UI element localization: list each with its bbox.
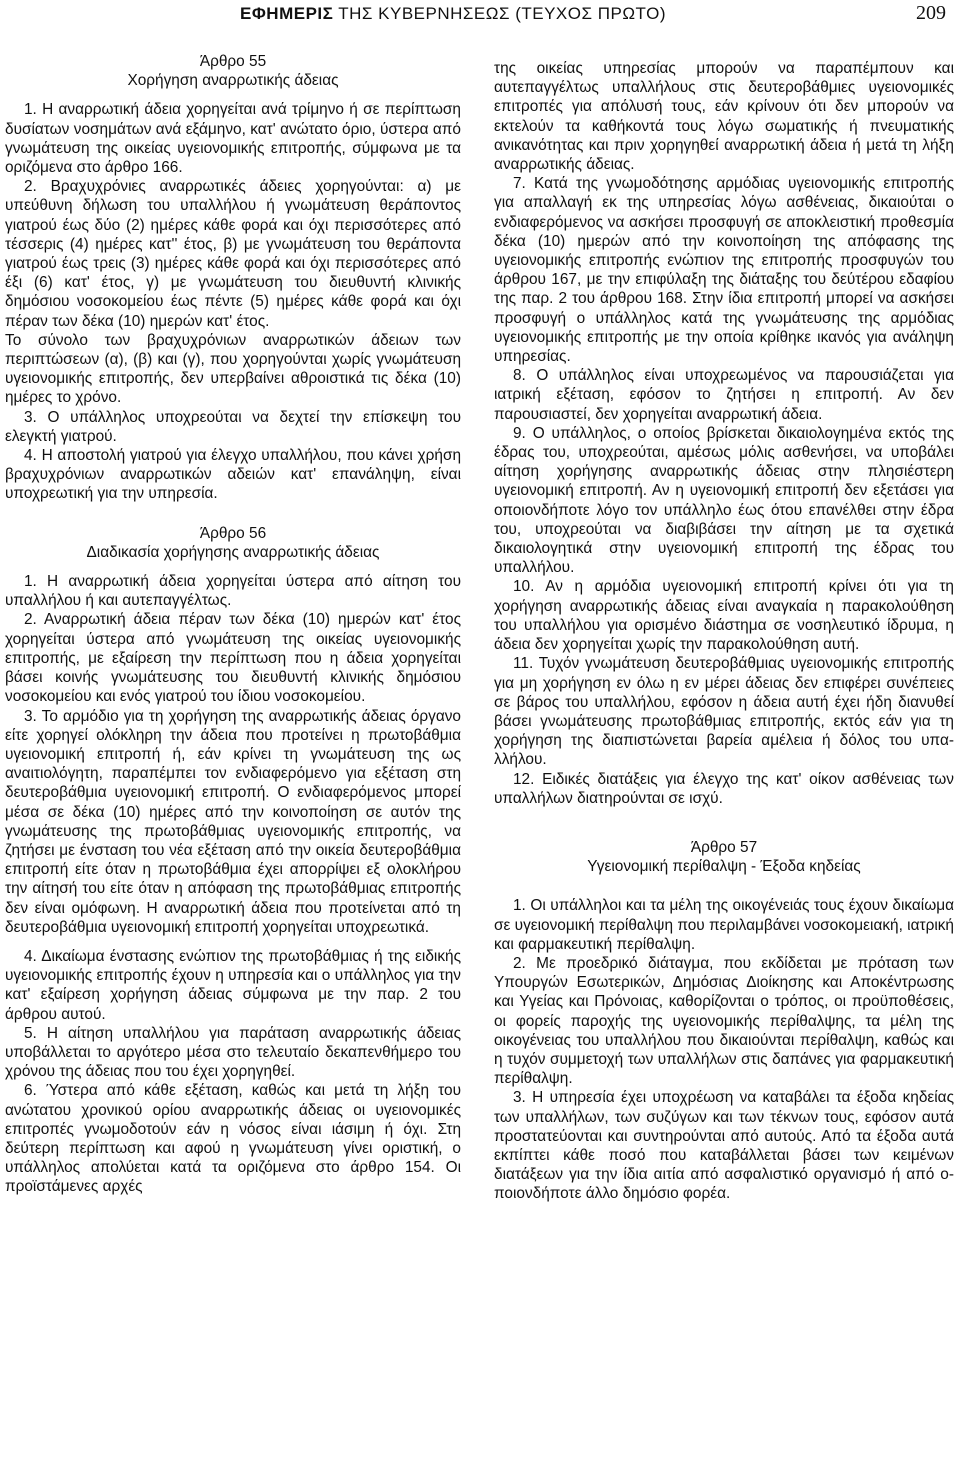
paragraph: 6. Ύστερα από κάθε εξέταση, καθώς και μετά τη λήξη του ανώτατου χρονικού ορίου αναρρωτικής άδειας οι υγειονομικές επιτροπές γνωμοδοτούν εάν η νόσος είναι ιάσιμη ή όχι. Στη δεύτερη περίπτωση και αφού η γνωμάτευση γίνει οριστική, ο υπάλληλος απολύεται κατά τα οριζόμενα στο άρθρο 154. Οι προϊστάμενες αρχές xyxy=(5,1082,461,1196)
paragraph: 12. Ειδικές διατάξεις για έλεγχο της κατ' οίκον ασθένειας των υπαλλήλων διατηρούνται σε ισχύ. xyxy=(494,770,954,807)
paragraph: 1. Η αναρρωτική άδεια χορηγείται ανά τρίμηνο ή σε περίπτωση δυσίατων νοσημάτων ανά εξάμηνο, κατ' ανώτατο όριο, ύστερα από γνωμάτευση της οικείας υγειονομικής επιτροπής, σύμφωνα με τα οριζόμενα στο άρθρο 166. xyxy=(5,101,461,177)
paragraph: 11. Τυχόν γνωμάτευση δευτεροβάθμιας υγειονομικής επιτροπής για μη χορήγηση εν όλω η εν μέρει άδειας δεν επιφέρει συνέπειες σε βάρος του υπαλλήλου, εφόσον η άδεια αυτή έχει ήδη διανυθεί βάσει γνωμάτευσης πρωτοβάθμιας επιτροπής, εκτός εάν για τη χορήγηση της διαπιστώνεται βαρεία αμέλεια ή δόλος του υπαλλήλου. xyxy=(494,655,954,769)
page-number: 209 xyxy=(916,2,946,24)
paragraph: 1. Η αναρρωτική άδεια χορηγείται ύστερα από αίτηση του υπαλλήλου ή και αυτεπαγγέλτως. xyxy=(5,573,461,610)
article-56-number: Άρθρο 56 xyxy=(199,524,267,542)
article-55-title: Χορήγηση αναρρωτικής άδειας xyxy=(127,72,339,90)
paragraph: 1. Οι υπάλληλοι και τα μέλη της οικογένειάς τους έχουν δικαίωμα σε υγειονομική περίθαλψη που περιλαμβάνει νοσοκομειακή, ιατρική και φαρμακευτική περίθαλψη. xyxy=(494,897,954,953)
paragraph: 2. Αναρρωτική άδεια πέραν των δέκα (10) ημερών κατ' έτος χορηγείται ύστερα από γνωμάτευση της οικείας υγειονομικής επιτροπής, με εξαίρεση την περίπτωση που η άδεια χορηγείται βάσει κοινής γνωμάτευσης του διευθυντή κλινικής δημόσιου νοσοκομείου και ενός γιατρού του ίδιου νοσοκομείου. xyxy=(5,611,461,706)
paragraph: 3. Ο υπάλληλος υποχρεούται να δεχτεί την επίσκεψη του ελεγκτή γιατρού. xyxy=(5,408,461,445)
paragraph: 4. Δικαίωμα ένστασης ενώπιον της πρωτοβάθμιας ή της ειδικής υγειονομικής επιτροπής έχουν η υπηρεσία και ο υπάλληλος για την κατ' εξαίρεση χορήγηση άδειας σύμφωνα με την παρ. 2 του άρθρου αυτού. xyxy=(5,947,461,1023)
gazette-title-bold: ΕΦΗΜΕΡΙΣ xyxy=(240,4,334,23)
paragraph: 10. Αν η αρμόδια υγειονομική επιτροπή κρίνει ότι για τη χορήγηση αναρρωτικής άδειας είναι αναγκαία η παρακολούθηση του υπαλλήλου για ορισμένο διάστημα σε νοσηλευτικό ίδρυμα, η άδεια δεν χορηγείται χωρίς την παρακολούθηση αυτή. xyxy=(494,578,954,654)
paragraph: 7. Κατά της γνωμοδότησης αρμόδιας υγειονομικής επιτροπής για απαλλαγή εκ της υπηρεσίας λόγω ασθένειας, δικαιούται ο ενδιαφερόμενος να ασκήσει προσφυγή σε αποκλειστική προθεσμία δέκα (10) ημερών από την κοινοποίηση της απόφασης της υγειονομικής επιτροπής ενώπιον της επιτροπής προσφυγών του άρθρου 167, με την επιφύλαξη της διάταξης του δεύτέρου εδαφίου της παρ. 2 του άρθρου 168. Στην ίδια επιτροπή μπορεί να ασκήσει προσφυγή ο υπάλληλος κατά της γνωμάτευσης της αρμόδιας υγειονομικής επιτροπής με την οποία κρίθηκε ικανός για ανάληψη υπηρεσίας. xyxy=(494,175,954,366)
left-column xyxy=(5,52,461,1197)
paragraph: 2. Βραχυχρόνιες αναρρωτικές άδειες χορηγούνται: α) με υπεύθυνη δήλωση του υπαλλήλου ή γνωμάτευση θεράποντος γιατρού έως δύο (2) ημέρες κάθε φορά και όχι περισσότερες από τέσσερις (4) ημέρες κατ'' έτος, β) με γνωμάτευση του θεράποντα γιατρού έως τρεις (3) ημέρες κάθε φορά και όχι περισσότερες από έξι (6) κατ' έτος, γ) με γνωμάτευση του διευθυντή κλινικής δημόσιου νοσοκομείου έως πέντε (5) ημέρες κάθε φορά και όχι πέραν των δέκα (10) ημερών κατ' έτος. xyxy=(5,178,461,330)
paragraph: 2. Με προεδρικό διάταγμα, που εκδίδεται με πρόταση των Υπουργών Εσωτερικών, Δημόσιας Διοίκησης και Αποκέντρωσης και Υγείας και Πρόνοιας, καθορίζονται ο τρόπος, οι προϋποθέσεις, οι φορείς παροχής της υγειονομικής περίθαλψης, τα μέλη της οικογένειας του υπαλλήλου που δικαιούνται περίθαλψη, καθώς και η τυχόν συμμετοχή των υπαλλήλων στις δαπάνες για φαρμακευτική περίθαλψη. xyxy=(494,954,954,1088)
article-56-title: Διαδικασία χορήγησης αναρρωτικής άδειας xyxy=(86,543,380,561)
paragraph: 8. Ο υπάλληλος είναι υποχρεωμένος να παρουσιάζεται για ιατρική εξέταση, εφόσον το ζητήσει η επιτροπή. Αν δεν παρουσιαστεί, δεν χορηγείται αναρρωτική άδεια. xyxy=(494,367,954,423)
paragraph: 9. Ο υπάλληλος, ο οποίος βρίσκεται δικαιολογημένα εκτός της έδρας του, υποχρεούται, αμέσως μόλις ασθενήσει, να υποβάλει αίτηση χορήγησης αναρρωτικής άδειας στην πλησιέστερη υγειονομική επιτροπή. Αν η υγειονομική επιτροπή δεν εξετάσει για οποιονδήποτε λόγο τον υπάλληλο έως ότου επανέλθει στην έδρα του, υποχρεούται να διαβιβάσει την αίτηση με τα σχετικά δικαιολογητικά στην υγειονομική επιτροπή της έδρας του υπαλλήλου. xyxy=(494,424,954,577)
paragraph: 4. Η αποστολή γιατρού για έλεγχο υπαλλήλου, που κάνει χρήση βραχυχρόνιων αναρρωτικών αδειών κατ' επανάληψη, είναι υποχρεωτική για την υπηρεσία. xyxy=(5,447,461,503)
article-55-number: Άρθρο 55 xyxy=(199,53,267,70)
page-header xyxy=(0,0,960,34)
gazette-title xyxy=(240,4,666,24)
gazette-title-rest: ΤΗΣ ΚΥΒΕΡΝΗΣΕΩΣ (ΤΕΥΧΟΣ ΠΡΩΤΟ) xyxy=(333,4,666,23)
paragraph: 5. Η αίτηση υπαλλήλου για παράταση αναρρωτικής άδειας υποβάλλεται το αργότερο μέσα στο τελευταίο δεκαπενθήμερο του χρόνου της άδειας που του έχει χορηγηθεί. xyxy=(5,1024,461,1081)
paragraph: 3. Το αρμόδιο για τη χορήγηση της αναρρωτικής άδειας όργανο είτε χορηγεί ολόκληρη την άδεια που προτείνει η πρωτοβάθμια υγειονομική επιτροπή ή, εάν κρίνει τη γνωμάτευση της ως αναιτιολόγητη, παραπέμπει τον ενδιαφερόμενο για εξέταση στη δευτεροβάθμια υγειονομική επιτροπή. Ο ενδιαφερόμενος μπορεί μέσα σε δέκα (10) ημέρες από την κοινοποίηση σε αυτόν της γνωμάτευσης της πρωτοβάθμιας υγειονομικής επιτροπής, να ζητήσει με ένσταση του νέα εξέταση από την οικεία δευτεροβάθμια επιτροπή είτε όταν η πρωτοβάθμια έχει απορρίψει εξ ολοκλήρου την αίτησή του είτε όταν η απόφαση της πρωτοβάθμιας επιτροπής δεν είναι ομόφωνη. Η αναρρωτική άδεια που προτείνεται από τη δευτεροβάθμια υγειονομική επιτροπή χορηγείται υποχρεωτικά. xyxy=(5,707,461,936)
paragraph: της οικείας υπηρεσίας μπορούν να παραπέμπουν και αυτεπαγγέλτως υπαλλήλους στις δευτεροβάθμιες υγειονομικές επιτροπές για απόλυσή τους, εάν κρίνουν ότι δεν μπορούν να εκτελούν τα καθήκοντά τους λόγω σωματικής ή πνευματικής ανικανότητας και πριν χορηγηθεί αναρρωτική άδεια ή μετά τη λήξη αναρρωτικής άδειας. xyxy=(494,60,954,174)
article-57-title: Υγειονομική περίθαλψη - Έξοδα κηδείας xyxy=(587,858,861,876)
paragraph: 3. Η υπηρεσία έχει υποχρέωση να καταβάλει τα έξοδα κηδείας των υπαλλήλων, των συζύγων και των τέκνων τους, εφόσον αυτά προστατεύονται και συντηρούνται από αυτούς. Από τα έξοδα αυτά εκπίπτει κάθε ποσό που καταβάλλεται βάσει των κειμένων διατάξεων για την ίδια αιτία από ασφαλιστικό οργανισμό ή από οποιονδήποτε άλλο δημόσιο φορέα. xyxy=(494,1089,954,1203)
paragraph: Το σύνολο των βραχυχρόνιων αναρρωτικών άδειων των περιπτώσεων (α), (β) και (γ), που χορηγούνται χωρίς γνωμάτευση υγειονομικής επιτροπής, δεν υπερβαίνει αθροιστικά τις δέκα (10) ημέρες το χρόνο. xyxy=(5,331,461,407)
right-column xyxy=(494,59,954,1204)
article-57-number: Άρθρο 57 xyxy=(690,838,758,856)
